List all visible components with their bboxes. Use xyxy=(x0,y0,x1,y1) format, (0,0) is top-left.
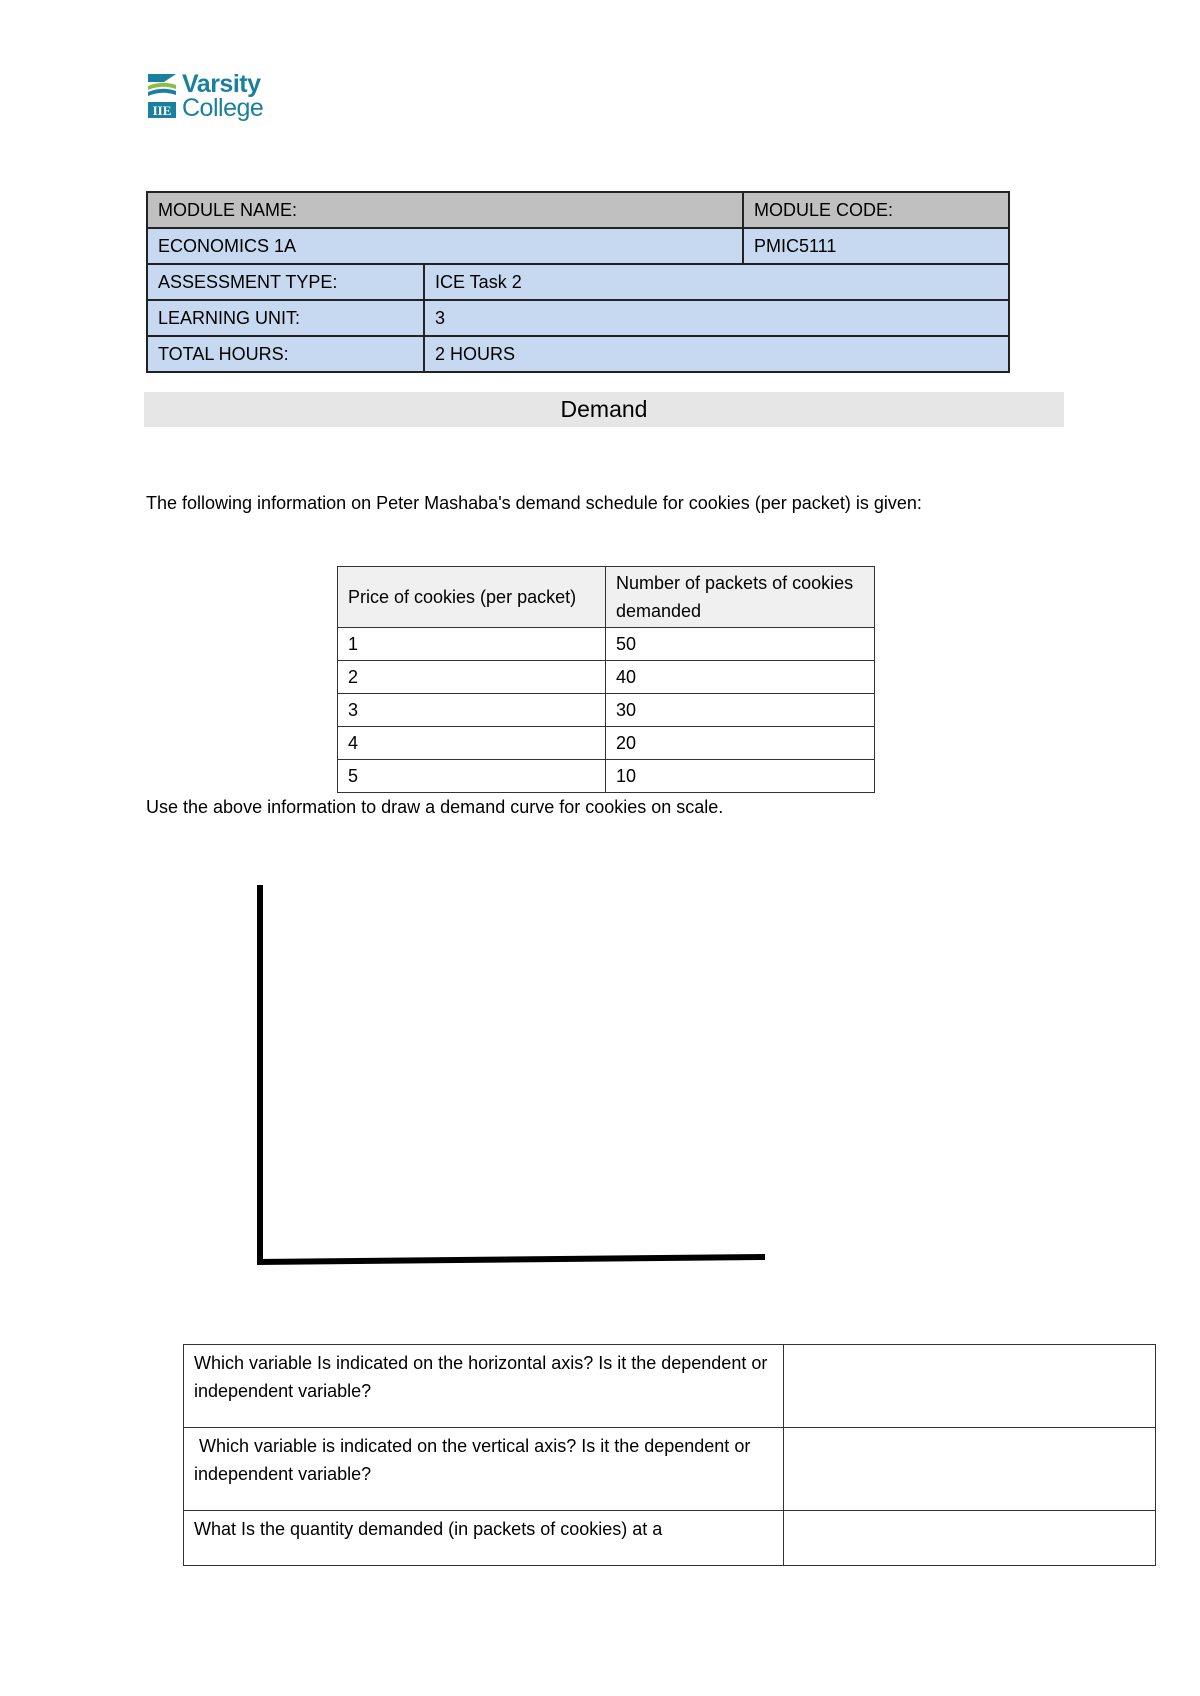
module-code-value: PMIC5111 xyxy=(743,228,1009,264)
question-row xyxy=(184,1345,1156,1428)
question-row xyxy=(184,1428,1156,1511)
price-column-header: Price of cookies (per packet) xyxy=(338,567,606,628)
question-row xyxy=(184,1511,1156,1566)
price-cell: 2 xyxy=(338,661,606,694)
table-row xyxy=(338,727,875,760)
module-code-label: MODULE CODE: xyxy=(743,192,1009,228)
learning-unit-row xyxy=(147,300,1009,336)
question-text: What Is the quantity demanded (in packets of cookies) at a xyxy=(184,1511,784,1566)
table-row xyxy=(338,628,875,661)
svg-text:IIE: IIE xyxy=(152,103,172,118)
instruction-text: Use the above information to draw a demand curve for cookies on scale. xyxy=(146,797,724,817)
logo-text-varsity: Varsity xyxy=(182,70,261,98)
question-text: Which variable Is indicated on the horizontal axis? Is it the dependent or independent variable? xyxy=(184,1345,784,1428)
total-hours-value: 2 HOURS xyxy=(424,336,1009,372)
answer-cell[interactable] xyxy=(784,1511,1156,1566)
quantity-cell: 50 xyxy=(606,628,875,661)
price-cell: 3 xyxy=(338,694,606,727)
total-hours-row xyxy=(147,336,1009,372)
quantity-column-header: Number of packets of cookies demanded xyxy=(606,567,875,628)
questions-table xyxy=(183,1344,1156,1566)
intro-text: The following information on Peter Mashaba's demand schedule for cookies (per packet) is given: xyxy=(146,493,922,513)
module-value-row xyxy=(147,228,1009,264)
varsity-college-logo xyxy=(146,70,286,126)
quantity-cell: 10 xyxy=(606,760,875,793)
module-header-row xyxy=(147,192,1009,228)
blank-graph-axes xyxy=(250,885,770,1270)
answer-cell[interactable] xyxy=(784,1345,1156,1428)
quantity-cell: 30 xyxy=(606,694,875,727)
demand-schedule-table xyxy=(337,566,875,793)
learning-unit-label: LEARNING UNIT: xyxy=(147,300,424,336)
table-row xyxy=(338,661,875,694)
module-name-value: ECONOMICS 1A xyxy=(147,228,743,264)
learning-unit-value: 3 xyxy=(424,300,1009,336)
answer-cell[interactable] xyxy=(784,1428,1156,1511)
assessment-type-value: ICE Task 2 xyxy=(424,264,1009,300)
price-cell: 1 xyxy=(338,628,606,661)
logo-emblem-icon xyxy=(146,72,180,128)
table-row xyxy=(338,694,875,727)
horizontal-axis xyxy=(257,1257,765,1262)
price-cell: 5 xyxy=(338,760,606,793)
total-hours-label: TOTAL HOURS: xyxy=(147,336,424,372)
logo-text-college: College xyxy=(182,94,264,122)
quantity-cell: 20 xyxy=(606,727,875,760)
assessment-row xyxy=(147,264,1009,300)
section-heading: Demand xyxy=(144,392,1064,427)
quantity-cell: 40 xyxy=(606,661,875,694)
schedule-header-row xyxy=(338,567,875,628)
module-info-table xyxy=(146,191,1010,373)
question-text: Which variable is indicated on the vertical axis? Is it the dependent or independent variable? xyxy=(184,1428,784,1511)
module-name-label: MODULE NAME: xyxy=(147,192,743,228)
price-cell: 4 xyxy=(338,727,606,760)
table-row xyxy=(338,760,875,793)
assessment-type-label: ASSESSMENT TYPE: xyxy=(147,264,424,300)
